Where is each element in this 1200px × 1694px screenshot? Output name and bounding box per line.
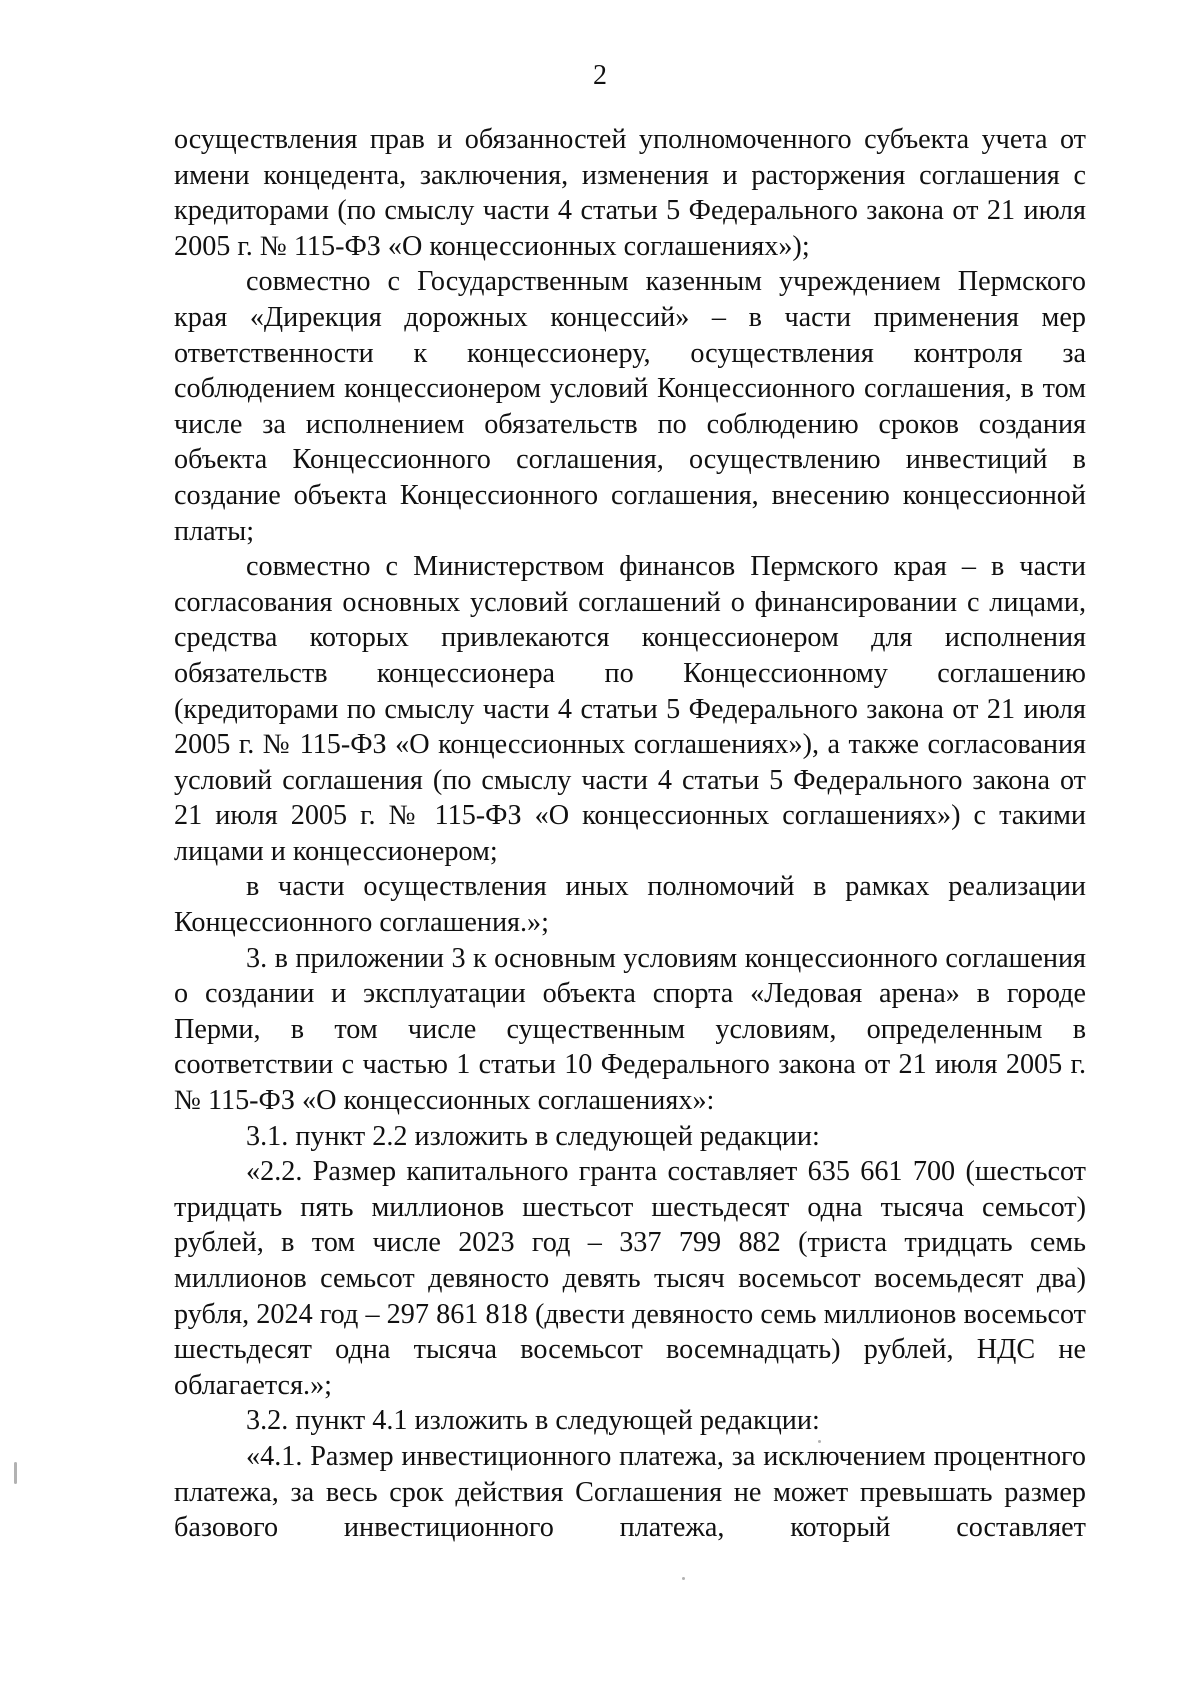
paragraph-item-3: 3. в приложении 3 к основным условиям концессионного соглашения о создании и эксплуатации объекта спорта «Ледовая арена» в городе Перми, в том числе существенным условиям, определенным в соответствии с частью 1 статьи 10 Федерального закона от 21 июля 2005 г. № 115-ФЗ «О концессионных соглашениях»: <box>174 942 1086 1117</box>
paragraph-capital-grant: «2.2. Размер капитального гранта составляет 635 661 700 (шестьсот тридцать пять миллионов шестьсот шестьдесят одна тысяча семьсот) рублей, в том числе 2023 год – 337 799 882 (триста тридцать семь миллионов семьсот девяносто девять тысяч восемьсот восемьдесят два) рубля, 2024 год – 297 861 818 (двести девяносто семь миллионов восемьсот шестьдесят одна тысяча восемьсот восемнадцать) рублей, НДС не облагается.»; <box>174 1156 1086 1401</box>
paragraph-finance-ministry: совместно с Министерством финансов Пермского края – в части согласования основных условий соглашений о финансировании с лицами, средства которых привлекаются концессионером для исполнения обязательств концессионера по Концессионному соглашению (кредиторами по смыслу части 4 статьи 5 Федерального закона от 21 июля 2005 г. № 115-ФЗ «О концессионных соглашениях»), а также согласования условий соглашения (по смыслу части 4 статьи 5 Федерального закона от 21 июля 2005 г. № 115-ФЗ «О концессионных соглашениях») с такими лицами и концессионером; <box>174 551 1086 867</box>
document-body <box>174 122 1086 1546</box>
page-number: 2 <box>593 60 607 91</box>
paragraph-continuation: осуществления прав и обязанностей уполномоченного субъекта учета от имени концедента, заключения, изменения и расторжения соглашения с кредиторами (по смыслу части 4 статьи 5 Федерального закона от 21 июля 2005 г. № 115-ФЗ «О концессионных соглашениях»); <box>174 124 1086 262</box>
paragraph-other-powers: в части осуществления иных полномочий в рамках реализации Концессионного соглашения.»; <box>174 871 1086 939</box>
paragraph-item-3-1: 3.1. пункт 2.2 изложить в следующей редакции: <box>246 1120 820 1152</box>
scan-speck <box>818 1440 821 1443</box>
scan-speck <box>14 1462 17 1484</box>
paragraph-investment-payment: «4.1. Размер инвестиционного платежа, за исключением процентного платежа, за весь срок действия Соглашения не может превышать размер базового инвестиционного платежа, который составляет <box>174 1440 1086 1544</box>
paragraph-directorate: совместно с Государственным казенным учреждением Пермского края «Дирекция дорожных концессий» – в части применения мер ответственности к концессионеру, осуществления контроля за соблюдением концессионером условий Концессионного соглашения, в том числе за исполнением обязательств по соблюдению сроков создания объекта Концессионного соглашения, осуществлению инвестиций в создание объекта Концессионного соглашения, внесению концессионной платы; <box>174 266 1086 547</box>
scan-speck <box>682 1577 685 1580</box>
paragraph-item-3-2: 3.2. пункт 4.1 изложить в следующей редакции: <box>246 1405 820 1437</box>
